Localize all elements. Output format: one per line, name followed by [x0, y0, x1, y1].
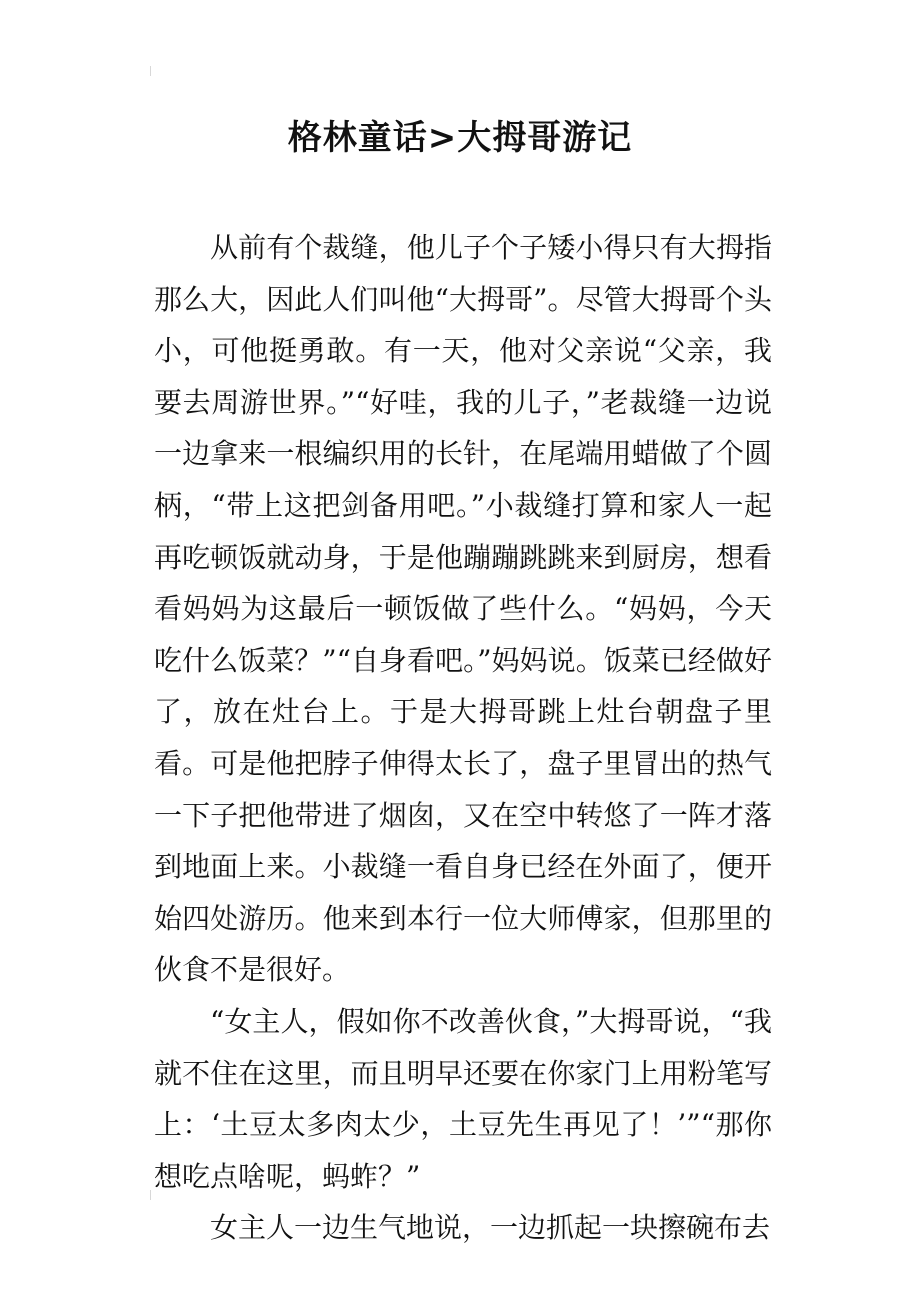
paragraph-3: 女主人一边生气地说，一边抓起一块擦碗布去	[210, 1211, 771, 1245]
document-body	[154, 222, 772, 1254]
paragraph-2: “女主人，假如你不改善伙食，”大拇哥说，“我就不住在这里，而且明早还要在你家门上用粉笔写上：‘土豆太多肉太少，土豆先生再见了！’”“那你想吃点啥呢，蚂蚱？”	[154, 1004, 772, 1193]
paragraph-1: 从前有个裁缝，他儿子个子矮小得只有大拇指那么大，因此人们叫他“大拇哥”。尽管大拇哥个头小，可他挺勇敢。有一天，他对父亲说“父亲，我要去周游世界。”“好哇，我的儿子，”老裁缝一边说一边拿来一根编织用的长针，在尾端用蜡做了个圆柄，“带上这把剑备用吧。”小裁缝打算和家人一起再吃顿饭就动身，于是他蹦蹦跳跳来到厨房，想看看妈妈为这最后一顿饭做了些什么。“妈妈，今天吃什么饭菜？”“自身看吧。”妈妈说。饭菜已经做好了，放在灶台上。于是大拇哥跳上灶台朝盘子里看。可是他把脖子伸得太长了，盘子里冒出的热气一下子把他带进了烟囱，又在空中转悠了一阵才落到地面上来。小裁缝一看自身已经在外面了，便开始四处游历。他来到本行一位大师傅家，但那里的伙食不是很好。	[154, 231, 772, 987]
document-title: 格林童话>大拇哥游记	[287, 118, 633, 158]
top-corner-mark	[150, 66, 157, 76]
